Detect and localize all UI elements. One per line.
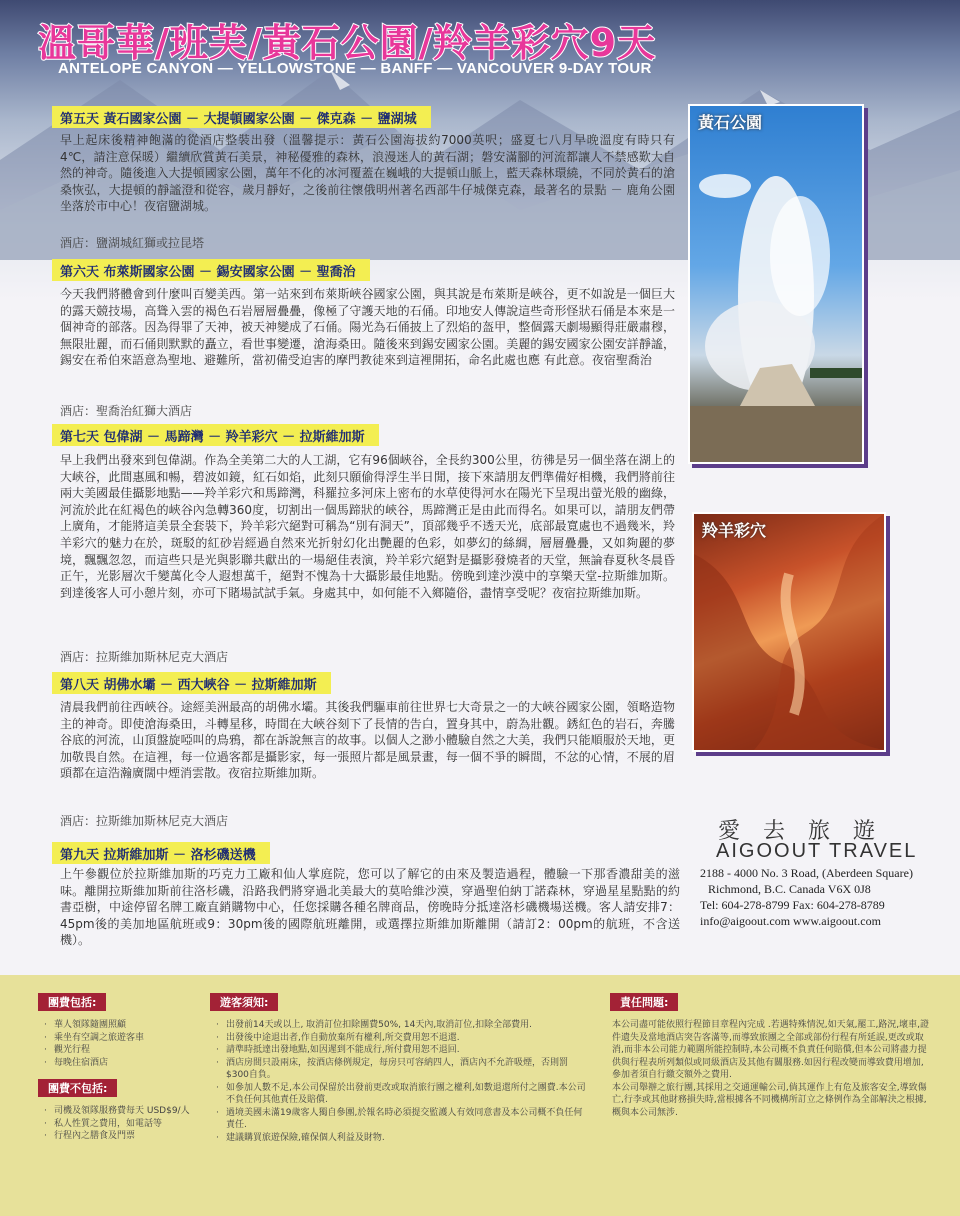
company-web: info@aigoout.com www.aigoout.com [700, 914, 881, 928]
day8-hotel: 酒店：拉斯維加斯林尼克大酒店 [60, 814, 229, 828]
company-phone: Tel: 604-278-8799 Fax: 604-278-8789 [700, 898, 885, 912]
includes-item: · 華人領隊隨團照顧 [44, 1019, 194, 1032]
notice-item: · 出發後中途退出者,作自動放棄所有權利,所交費用恕不退還. [216, 1032, 586, 1045]
day6-hotel: 酒店：聖喬治紅獅大酒店 [60, 404, 193, 418]
tour-title-cn: 溫哥華/班芙/黃石公園/羚羊彩穴9天 [38, 21, 657, 65]
notice-list [216, 1019, 586, 1144]
day7-body: 早上我們出發來到包偉湖。作為全美第二大的人工湖，它有96個峽谷，全長約300公里，彷彿是另一個坐落在湖上的大峽谷，此間惠風和暢，碧波如鏡，紅石如焰，此刻只願偷得浮生半日閒，接下來請朋友們準備好相機，我們將前往兩大美國最佳攝影地點——羚羊彩穴和馬蹄灣，科羅拉多河床上密布的水草使得河水在陽光下呈現出螢光般的幽綠，河流於此在紅褐色的峽谷內急轉360度，切割出一個馬蹄狀的峽谷，馬蹄灣正是由此而得名。如果可以，請朋友們帶上廣角，才能將這美景全套裝下，羚羊彩穴絕對可稱為“別有洞天”，頂部幾乎不透天光，底部最寬處也不過幾米，羚羊彩穴的魅力在於，斑駁的紅砂岩經過自然來光折射幻化出艷麗的色彩，如夢幻的絲綢，層層疊疊，又如夠麗的夢境，飄飄忽忽，而這些只是光與影聯共獻出的一場絕佳表演，羚羊彩穴絕對是攝影發燒者的天堂，無論春夏秋冬晨昏正午，光影層次千變萬化令人遐想萬千，絕對不愧為十大攝影最佳地點。傍晚到達沙漠中的享樂天堂-拉斯維加斯。到達後客人可小憩片刻，亦可下賭場試試手氣。身處其中，如何能不入鄉隨俗，盡情享受呢？夜宿拉斯維加斯。 [60, 453, 675, 600]
notice-heading: 遊客須知: [210, 993, 278, 1011]
includes-item: · 乘坐有空調之旅遊客車 [44, 1032, 194, 1045]
day6-heading: 第六天 布萊斯國家公園 － 錫安國家公園 － 聖喬治 [52, 259, 370, 281]
excludes-heading: 團費不包括: [38, 1079, 117, 1097]
tour-title-en: ANTELOPE CANYON — YELLOWSTONE — BANFF — VANCOUVER 9-DAY TOUR [58, 60, 652, 77]
excludes-item: · 私人性質之費用，如電話等 [44, 1118, 194, 1131]
day9-heading: 第九天 拉斯維加斯 － 洛杉磯送機 [52, 842, 270, 864]
company-address-line2: Richmond, B.C. Canada V6X 0J8 [708, 882, 871, 896]
notice-item: · 酒店房間只設兩床，按酒店條例規定，每房只可容納四人，酒店內不允許吸煙，否則罰$300自負。 [216, 1057, 586, 1082]
yellowstone-label: 黃石公園 [698, 113, 763, 132]
excludes-item: · 司機及領隊服務費每天 USD$9/人 [44, 1105, 194, 1118]
notice-item: · 建議購買旅遊保險,確保個人利益及財物. [216, 1132, 586, 1145]
includes-heading: 團費包括: [38, 993, 106, 1011]
company-name-en: AIGOOUT TRAVEL [716, 840, 918, 862]
antelope-canyon-label: 羚羊彩穴 [702, 521, 767, 540]
excludes-list [44, 1105, 194, 1143]
notice-item: · 請準時抵達出發地點,如因遲到不能成行,所付費用恕不退回. [216, 1044, 586, 1057]
canyon-illustration [694, 514, 884, 750]
includes-item: · 每晚住宿酒店 [44, 1057, 194, 1070]
footer-panel [0, 975, 960, 1216]
day7-heading: 第七天 包偉湖 － 馬蹄灣 － 羚羊彩穴 － 拉斯維加斯 [52, 424, 379, 446]
geyser-illustration [690, 106, 862, 462]
yellowstone-photo [688, 104, 864, 464]
antelope-canyon-photo [692, 512, 886, 752]
day9-body: 上午參觀位於拉斯維加斯的巧克力工廠和仙人掌庭院，您可以了解它的由來及製造過程，體驗一下那香濃甜美的滋味。離開拉斯維加斯前往洛杉磯，沿路我們將穿過北美最大的莫哈維沙漠，穿過聖伯納丁諾森林，穿過星星點點的約書亞樹，中途停留名牌工廠直銷購物中心，任您採購各種名牌商品，傍晚時分抵達洛杉磯機場送機。客人請安排7：45pm後的美加地區航班或9：30pm後的國際航班離開，或選擇拉斯維加斯離開（請訂2：00pm的航班，不含送機）。 [60, 867, 680, 948]
day7-hotel: 酒店：拉斯維加斯林尼克大酒店 [60, 650, 229, 664]
day8-heading: 第八天 胡佛水壩 － 西大峽谷 － 拉斯維加斯 [52, 672, 331, 694]
day5-heading: 第五天 黃石國家公園 － 大提頓國家公園 － 傑克森 － 鹽湖城 [52, 106, 431, 128]
excludes-item: · 行程內之膳食及門票 [44, 1130, 194, 1143]
day6-body: 今天我們將體會到什麼叫百變美西。第一站來到布萊斯峽谷國家公園，與其說是布萊斯是峽谷，更不如說是一個巨大的露天競技場，高聳入雲的褐色石岩層層疊疊，像極了守護天地的石俑。印地安人傳說這些奇形怪狀石俑是本來是一個神奇的部落。因為得罪了天神，被天神變成了石俑。陽光為石俑披上了烈焰的盔甲，整個露天劇場顯得莊嚴肅穆，無限壯麗，而石俑則默默的矗立，看世事變遷，滄海桑田。隨後來到錫安國家公園。美麗的錫安國家公園安詳靜謐，錫安在希伯來語意為聖地、避難所，當初備受迫害的摩門教徒來到這裡開拓，命名此處也應 有此意。夜宿聖喬治 [60, 287, 675, 368]
includes-list [44, 1019, 194, 1069]
liability-text: 本公司盡可能依照行程節目章程內完成 .若遇特殊情況,如天氣,罷工,路況,壞車,證件遺失及當地酒店突告客滿等,而導致旅團之全部或部份行程有所延誤,更改或取消,而非本公司能力範圍所能控制時,本公司概不負責任何賠償,但本公司將盡力提供與行程表所列類似或同級酒店及其他有關服務.如因行程改變而導致費用增加,參加者須自行繳交額外之費用. 本公司舉辦之旅行團,其採用之交通運輸公司,倘其運作上有危及旅客安全,導致傷亡,行李或其他財務損失時,當根據各不同機構所訂立之條例作為全部解決之根據,概與本公司無涉. [612, 1020, 930, 1118]
includes-item: · 觀光行程 [44, 1044, 194, 1057]
company-name-cn: 愛 去 旅 遊 [718, 819, 883, 844]
notice-item: · 如參加人數不足,本公司保留於出發前更改或取消旅行團之權利,如數退還所付之團費.本公司不負任何其他責任及賠償. [216, 1082, 586, 1107]
company-card [700, 770, 940, 970]
notice-item: · 過境美國未滿19歲客人獨自參團,於報名時必須提交監護人有效同意書及本公司概不負任何責任. [216, 1107, 586, 1132]
notice-item: · 出發前14天或以上, 取消訂位扣除團費50%, 14天內,取消訂位,扣除全部費用. [216, 1019, 586, 1032]
day5-body: 早上起床後精神飽滿的從酒店整裝出發（溫馨提示：黃石公園海拔約7000英呎；盛夏七八月早晚溫度有時只有4℃，請注意保暖）繼續欣賞黃石美景，神秘優雅的森林，浪漫迷人的黃石湖；磐安滿腳的河流都讓人不禁感歎大自然的神奇。隨後進入大提頓國家公園，萬年不化的冰河覆蓋在巍峨的大提頓山脈上，藍天森林環繞，不同於黃石的滄桑恢弘，大提頓的靜謐澄和從容，歲月靜好，之後前往懷俄明州著名西部牛仔城傑克森，最著名的景點 － 鹿角公園坐落於市中心！夜宿鹽湖城。 [60, 133, 675, 214]
company-address-line1: 2188 - 4000 No. 3 Road, (Aberdeen Square) [700, 866, 913, 880]
liability-heading: 責任問題: [610, 993, 678, 1011]
day5-hotel: 酒店：鹽湖城紅獅或拉昆塔 [60, 236, 205, 250]
day8-body: 清晨我們前往西峽谷。途經美洲最高的胡佛水壩。其後我們驅車前往世界七大奇景之一的大峽谷國家公園，領略造物主的神奇。即使滄海桑田，斗轉星移，時間在大峽谷刻下了長情的告白，置身其中，蔚為壯觀。銹紅色的岩石，奔騰谷底的河流，山頂盤旋啞叫的鳥鴉，都在訴說無言的故事。以個人之渺小體驗自然之大美，我們只能順服於天地，更加敬畏自然。在這裡，每一位過客都是攝影家，每一張照片都是風景畫，每一個不爭的瞬間，不忿的心情，不展的眉頭都在這浩瀚廣闊中煙消雲散。夜宿拉斯維加斯。 [60, 700, 675, 781]
